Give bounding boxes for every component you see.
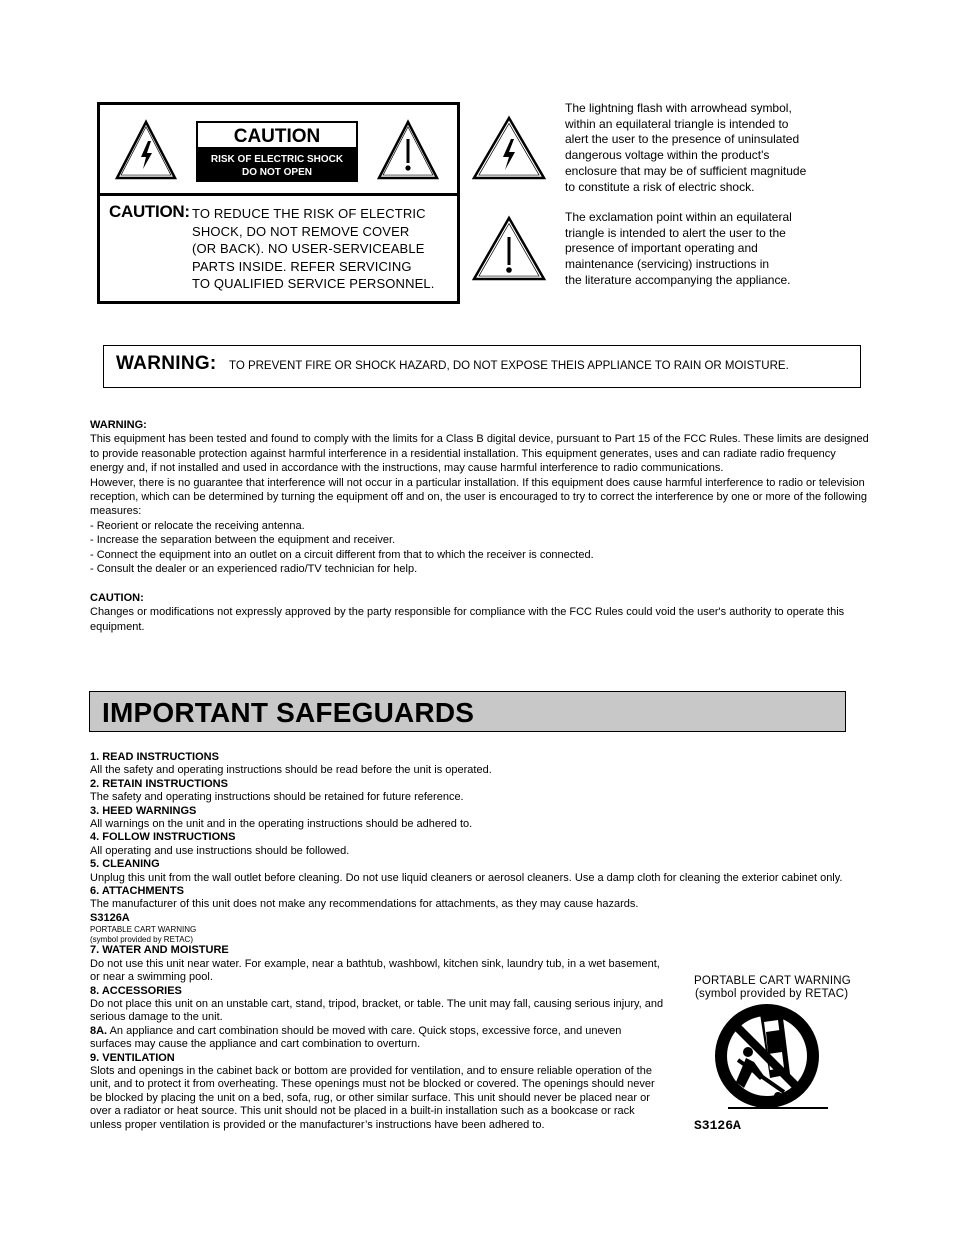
lightning-line: within an equilateral triangle is intended to xyxy=(565,116,789,131)
caution-bar-line1: RISK OF ELECTRIC SHOCK xyxy=(210,154,344,165)
safeguards-title: IMPORTANT SAFEGUARDS xyxy=(102,697,475,728)
exclamation-triangle-icon xyxy=(376,119,440,181)
caution-shock-bar xyxy=(196,149,358,182)
safeguards-banner xyxy=(89,691,846,732)
fcc-warning-paragraph: However, there is no guarantee that interference will not occur in a particular installation. If this equipment does cause harmful interference to radio or television reception, which can be determined by turning the equipment off and on, the user is encouraged to try to correct the interference by one or more of the following measures: xyxy=(90,476,867,518)
safeguard-text: Slots and openings in the cabinet back or bottom are provided for ventilation, and to ensure reliable operation of the unit, and to protect it from overheating. These openings must not be blocked or covered. The openings should never be blocked by placing the unit on a bed, sofa, rug, or other similar surface. This unit should never be placed near or over a radiator or heat source. This unit should not be placed in a built-in installation such as a bookcase or rack unless proper ventilation is provided or the manufacturer’s instructions have been adhered to. xyxy=(90,1064,655,1131)
caution-label-header xyxy=(100,105,457,196)
safeguard-heading: 2. RETAIN INSTRUCTIONS xyxy=(90,777,228,790)
safeguard-tiny-note: PORTABLE CART WARNING xyxy=(90,925,197,935)
safeguard-text: Unplug this unit from the wall outlet before cleaning. Do not use liquid cleaners or aerosol cleaners. Use a damp cloth for cleaning the exterior cabinet only. xyxy=(90,871,843,884)
safeguard-text: All warnings on the unit and in the operating instructions should be adhered to. xyxy=(90,818,473,831)
fcc-caution-text: Changes or modifications not expressly approved by the party responsible for compliance with the FCC Rules could void the user's authority to operate this equipment. xyxy=(90,606,845,633)
spacer xyxy=(90,576,870,590)
lightning-line: alert the user to the presence of uninsulated xyxy=(565,132,800,147)
safeguard-text: The manufacturer of this unit does not make any recommendations for attachments, as they may cause hazards. xyxy=(90,898,639,911)
exclamation-line: The exclamation point within an equilateral xyxy=(565,210,792,224)
exclamation-line: maintenance (servicing) instructions in xyxy=(565,257,770,272)
safeguard-heading: 6. ATTACHMENTS xyxy=(90,885,184,898)
fcc-warning-paragraph: This equipment has been tested and found to comply with the limits for a Class B digital device, pursuant to Part 15 of the FCC Rules. These limits are designed to provide reasonable protection against harmful interference in a residential installation. This equipment generates, uses and can radiate radio frequency energy and, if not installed and used in accordance with the instructions, may cause harmful interference to radio communications. xyxy=(90,433,869,475)
caution-message-line: (OR BACK). NO USER-SERVICEABLE xyxy=(192,241,425,256)
lightning-line: The lightning flash with arrowhead symbol, xyxy=(565,101,792,115)
caution-bar-line2: DO NOT OPEN xyxy=(241,167,312,178)
safeguard-heading: 4. FOLLOW INSTRUCTIONS xyxy=(90,831,236,844)
safeguard-text: All the safety and operating instructions should be read before the unit is operated. xyxy=(90,764,492,777)
portable-cart-warning-icon xyxy=(708,1002,832,1116)
lightning-line: enclosure that may be of sufficient magnitude xyxy=(565,163,807,178)
safeguard-text: All operating and use instructions should be followed. xyxy=(90,844,350,857)
fcc-caution-heading: CAUTION: xyxy=(90,591,144,604)
fcc-measure: - Consult the dealer or an experienced radio/TV technician for help. xyxy=(90,563,418,576)
lightning-triangle-icon xyxy=(114,119,178,181)
cart-caption xyxy=(694,975,851,1001)
rain-moisture-warning xyxy=(103,345,861,388)
caution-message-line: TO REDUCE THE RISK OF ELECTRIC xyxy=(192,206,426,221)
safeguard-8a-text: An appliance and cart combination should be moved with care. Quick stops, excessive force, and uneven surfaces may cause the appliance and cart combination to overturn. xyxy=(90,1024,622,1051)
exclamation-line: the literature accompanying the appliance. xyxy=(565,272,791,287)
warning-text: TO PREVENT FIRE OR SHOCK HAZARD, DO NOT EXPOSE THEIS APPLIANCE TO RAIN OR MOISTURE. xyxy=(229,360,789,372)
fcc-notice xyxy=(90,418,870,634)
safeguard-8a-label: 8A. xyxy=(90,1024,108,1037)
safeguard-code: S3126A xyxy=(90,911,130,924)
cart-caption-line: PORTABLE CART WARNING xyxy=(694,975,851,987)
exclamation-line: presence of important operating and xyxy=(565,241,758,256)
lightning-line: to constitute a risk of electric shock. xyxy=(565,179,755,194)
exclamation-triangle-icon xyxy=(471,215,547,283)
safeguard-text: Do not use this unit near water. For example, near a bathtub, washbowl, kitchen sink, laundry tub, in a wet basement, or near a swimming pool. xyxy=(90,957,660,984)
caution-message xyxy=(192,205,454,293)
caution-word: CAUTION: xyxy=(109,202,190,221)
fcc-measure: - Increase the separation between the equipment and receiver. xyxy=(90,534,396,547)
lightning-line: dangerous voltage within the product's xyxy=(565,148,770,163)
safeguard-heading: 9. VENTILATION xyxy=(90,1051,175,1064)
safeguard-text-8a xyxy=(90,1025,665,1052)
exclamation-line: triangle is intended to alert the user to the xyxy=(565,225,786,240)
cart-code: S3126A xyxy=(694,1118,741,1133)
caution-message-line: TO QUALIFIED SERVICE PERSONNEL. xyxy=(192,276,435,291)
safeguard-heading: 7. WATER AND MOISTURE xyxy=(90,944,229,957)
safeguard-tiny-note: (symbol provided by RETAC) xyxy=(90,934,193,944)
warning-title: WARNING: xyxy=(116,353,217,374)
safeguard-heading: 1. READ INSTRUCTIONS xyxy=(90,751,219,763)
safeguard-text: The safety and operating instructions should be retained for future reference. xyxy=(90,791,464,804)
lightning-description xyxy=(565,101,830,195)
safeguard-heading: 3. HEED WARNINGS xyxy=(90,804,197,817)
fcc-measure: - Connect the equipment into an outlet on a circuit different from that to which the receiver is connected. xyxy=(90,548,594,561)
caution-label xyxy=(97,102,460,304)
fcc-measure: - Reorient or relocate the receiving antenna. xyxy=(90,519,305,532)
caution-message-line: PARTS INSIDE. REFER SERVICING xyxy=(192,258,412,274)
cart-caption-line: (symbol provided by RETAC) xyxy=(695,988,849,1000)
caution-message-line: SHOCK, DO NOT REMOVE COVER xyxy=(192,223,410,239)
exclamation-description xyxy=(565,210,830,289)
safeguard-text: Do not place this unit on an unstable cart, stand, tripod, bracket, or table. The unit may fall, causing serious injury, and serious damage to the unit. xyxy=(90,997,664,1024)
safeguard-heading: 8. ACCESSORIES xyxy=(90,984,182,997)
safeguard-heading: 5. CLEANING xyxy=(90,858,160,871)
fcc-warning-heading: WARNING: xyxy=(90,419,147,431)
caution-title: CAUTION xyxy=(196,121,358,149)
lightning-triangle-icon xyxy=(471,115,547,181)
